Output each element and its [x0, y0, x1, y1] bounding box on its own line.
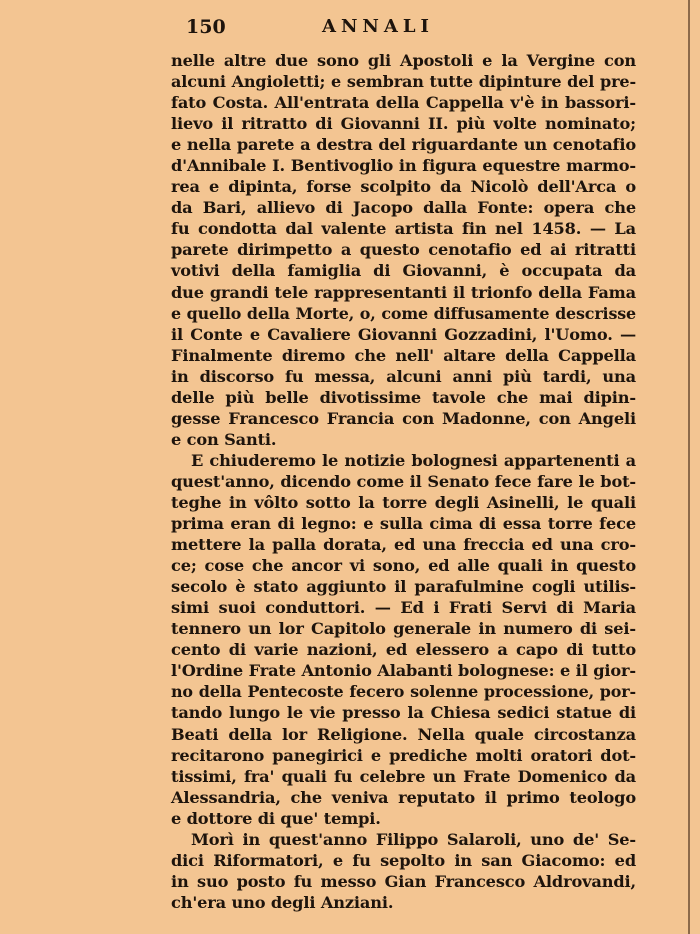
- text-line: e con Santi.: [171, 429, 277, 449]
- text-line: gesse Francesco Francia con Madonne, con Angeli: [171, 408, 636, 428]
- text-line: dici Riformatori, e fu sepolto in san Giacomo: ed: [171, 850, 636, 870]
- text-line: teghe in vôlto sotto la torre degli Asinelli, le quali: [171, 492, 636, 512]
- text-line: nelle altre due sono gli Apostoli e la Vergine con: [171, 51, 636, 70]
- page-number: 150: [186, 16, 226, 38]
- text-line: E chiuderemo le notizie bolognesi appartenenti a: [191, 450, 636, 470]
- text-line: no della Pentecoste fecero solenne processione, por-: [171, 682, 636, 702]
- text-line: quest'anno, dicendo come il Senato fece fare le bot-: [171, 471, 636, 491]
- text-line: delle più belle divotissime tavole che mai dipin-: [171, 387, 636, 407]
- text-line: fato Costa. All'entrata della Cappella v'è in bassori-: [171, 93, 636, 113]
- text-line: mettere la palla dorata, ed una freccia ed una cro-: [171, 535, 636, 555]
- text-line: Beati della lor Religione. Nella quale circostanza: [171, 724, 636, 744]
- text-line: l'Ordine Frate Antonio Alabanti bolognese: e il gior-: [171, 661, 636, 681]
- text-line: votivi della famiglia di Giovanni, è occupata da: [171, 261, 636, 281]
- text-line: Morì in quest'anno Filippo Salaroli, uno de' Se-: [191, 829, 636, 849]
- page-edge-rule: [688, 0, 690, 934]
- text-line: alcuni Angioletti; e sembran tutte dipinture del pre-: [171, 72, 636, 92]
- text-line: da Bari, allievo di Jacopo dalla Fonte: opera che: [171, 198, 636, 218]
- text-line: tissimi, fra' quali fu celebre un Frate Domenico da: [171, 766, 636, 786]
- text-line: tando lungo le vie presso la Chiesa sedici statue di: [171, 703, 636, 723]
- text-line: recitarono panegirici e prediche molti oratori dot-: [171, 745, 636, 765]
- text-line: due grandi tele rappresentanti il trionfo della Fama: [171, 282, 636, 302]
- text-line: ce; cose che ancor vi sono, ed alle quali in questo: [171, 556, 636, 576]
- text-line: in discorso fu messa, alcuni anni più tardi, una: [171, 366, 636, 386]
- text-line: e nella parete a destra del riguardante un cenotafio: [171, 135, 636, 155]
- text-line: rea e dipinta, forse scolpito da Nicolò dell'Arca o: [171, 177, 636, 197]
- text-line: Finalmente diremo che nell' altare della Cappella: [171, 345, 636, 365]
- text-line: secolo è stato aggiunto il parafulmine cogli utilis-: [171, 577, 636, 597]
- text-line: Alessandria, che veniva reputato il primo teologo: [171, 787, 636, 807]
- text-line: in suo posto fu messo Gian Francesco Aldrovandi,: [171, 871, 636, 891]
- text-line: e quello della Morte, o, come diffusamente descrisse: [171, 303, 636, 323]
- text-line: e dottore di que' tempi.: [171, 808, 381, 828]
- running-title: ANNALI: [322, 16, 434, 37]
- text-line: parete dirimpetto a questo cenotafio ed ai ritratti: [171, 240, 636, 260]
- text-line: tennero un lor Capitolo generale in numero di sei-: [171, 619, 636, 639]
- text-line: fu condotta dal valente artista fin nel 1458. — La: [171, 219, 636, 239]
- text-line: il Conte e Cavaliere Giovanni Gozzadini, l'Uomo. —: [171, 324, 636, 344]
- text-line: cento di varie nazioni, ed elessero a capo di tutto: [171, 640, 636, 660]
- text-line: simi suoi conduttori. — Ed i Frati Servi di Maria: [171, 598, 636, 618]
- text-line: d'Annibale I. Bentivoglio in figura equestre marmo-: [171, 156, 636, 176]
- body-text: [171, 50, 636, 913]
- text-line: lievo il ritratto di Giovanni II. più volte nominato;: [171, 114, 636, 134]
- page-header: [0, 16, 700, 42]
- text-line: prima eran di legno: e sulla cima di essa torre fece: [171, 514, 636, 534]
- text-line: ch'era uno degli Anziani.: [171, 892, 394, 912]
